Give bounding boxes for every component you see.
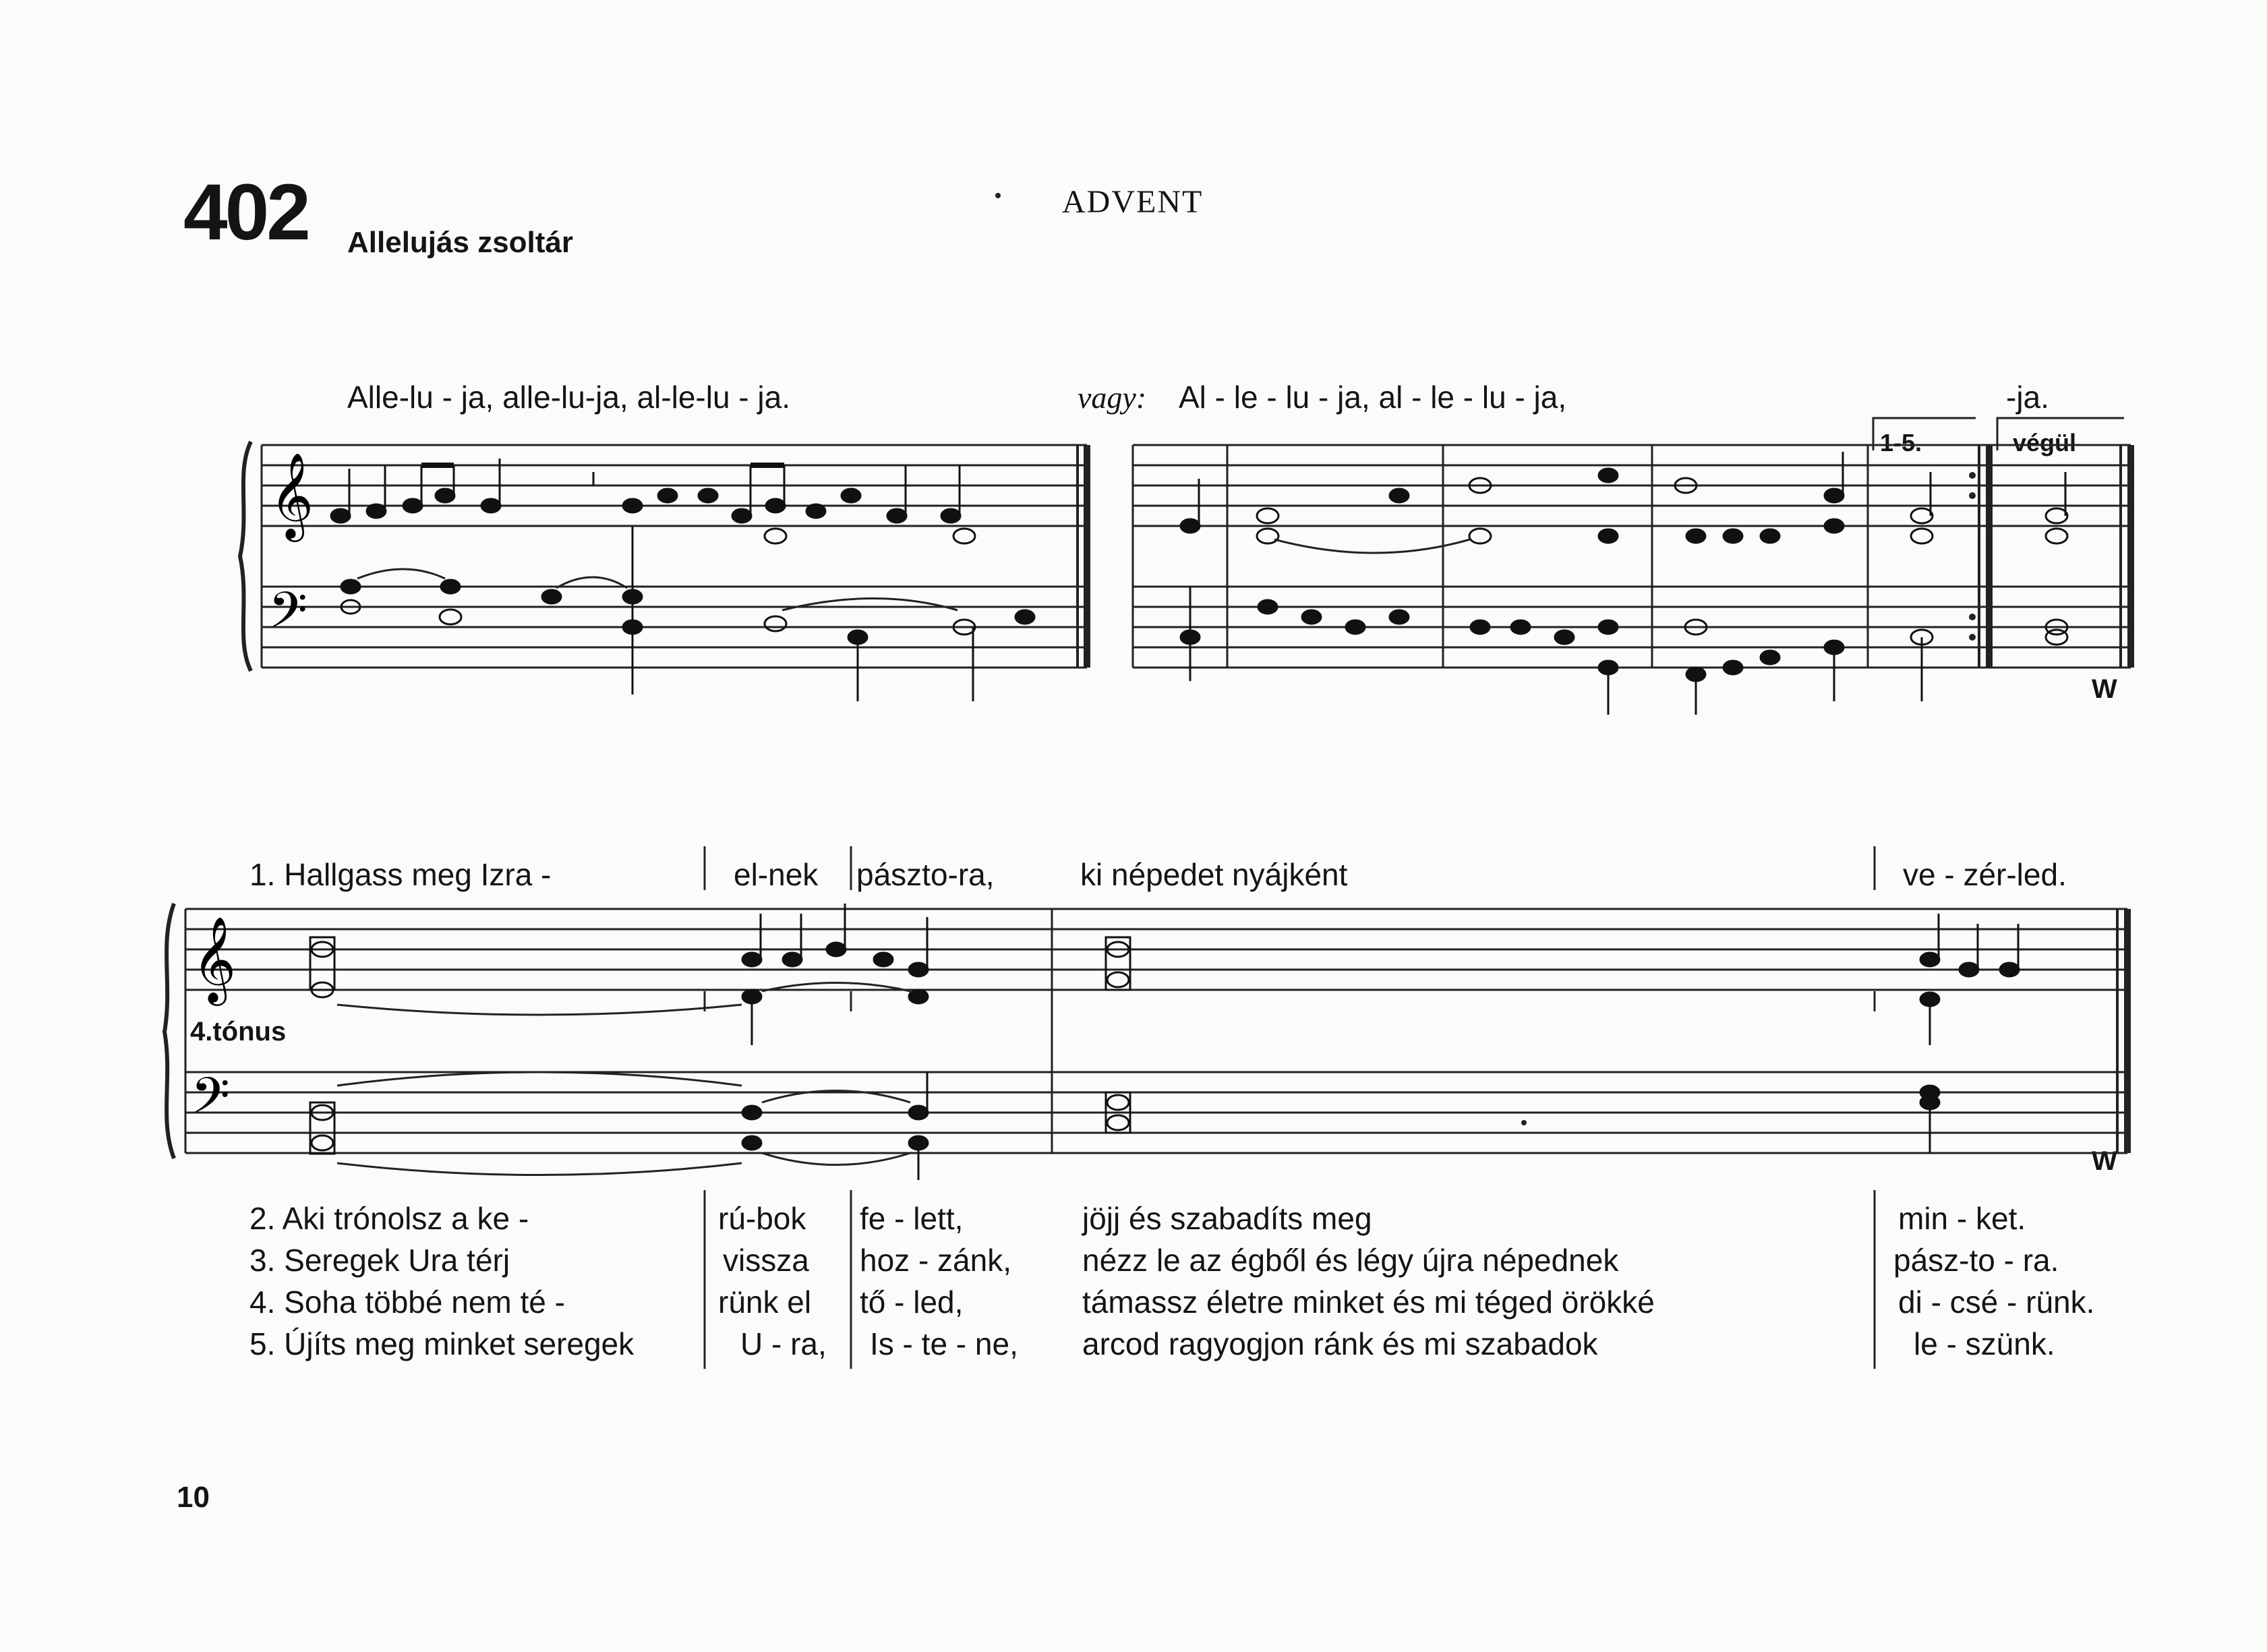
verse-2-col2: rú-bok — [718, 1201, 806, 1236]
verse-brace — [165, 904, 174, 1158]
bass-clef-icon: 𝄢 — [268, 581, 307, 652]
verse-3-col4: nézz le az égből és légy újra népednek — [1082, 1243, 1619, 1278]
verse-1-col3: pászto-ra, — [856, 857, 995, 892]
refrain-brace — [240, 442, 251, 671]
verse-5-col1: 5. Újíts meg minket seregek — [249, 1326, 635, 1361]
verse-4-col5: di - csé - rünk. — [1898, 1285, 2095, 1320]
verse-3-col5: pász-to - ra. — [1893, 1243, 2059, 1278]
refrain-vagy: vagy: — [1078, 380, 1147, 415]
verse-1-col2: el-nek — [734, 857, 819, 892]
hymn-number: 402 — [183, 168, 308, 257]
verse-5-col5: le - szünk. — [1914, 1326, 2055, 1361]
page-number: 10 — [177, 1481, 210, 1514]
verse-4-col4: támassz életre minket és mi téged örökké — [1082, 1285, 1655, 1320]
verse-1-col4: ki népedet nyájként — [1080, 857, 1348, 892]
verse-1-col5: ve - zér-led. — [1903, 857, 2067, 892]
tonus-label: 4.tónus — [190, 1017, 287, 1046]
verse-staff-lines — [185, 909, 2127, 1153]
verse-4-col1: 4. Soha többé nem té - — [249, 1285, 565, 1320]
verse-3-col3: hoz - zánk, — [860, 1243, 1011, 1278]
final-ending-label: végül — [2013, 429, 2077, 456]
verse-3-col1: 3. Seregek Ura térj — [249, 1243, 510, 1278]
refrain-lyrics-a: Alle-lu - ja, alle-lu-ja, al-le-lu - ja. — [347, 380, 790, 415]
verse-1-col1: 1. Hallgass meg Izra - — [249, 857, 552, 892]
verse-2-col3: fe - lett, — [860, 1201, 964, 1236]
treble-clef-icon: 𝄞 — [270, 452, 314, 538]
verse-4-col2: rünk el — [718, 1285, 812, 1320]
verse-column-dividers — [705, 846, 1875, 1369]
verse-treble-clef-icon: 𝄞 — [192, 916, 237, 1002]
refrain-notes-b — [1181, 452, 2067, 715]
refrain-notes-a — [331, 459, 960, 523]
refrain-last-syllable: -ja. — [2006, 380, 2049, 415]
section-title: ADVENT — [1062, 184, 1204, 220]
verse-2-col1: 2. Aki trónolsz a ke - — [249, 1201, 529, 1236]
verse-5-col3: Is - te - ne, — [870, 1326, 1018, 1361]
verse-5-col2: U - ra, — [740, 1326, 827, 1361]
verse-2-col4: jöjj és szabadíts meg — [1082, 1201, 1372, 1236]
refrain-lyrics-b: Al - le - lu - ja, al - le - lu - ja, — [1179, 380, 1567, 415]
verse-5-col4: arcod ragyogjon ránk és mi szabadok — [1082, 1326, 1598, 1361]
verse-3-col2: vissza — [723, 1243, 809, 1278]
verse-4-col3: tő - led, — [860, 1285, 964, 1320]
refrain-w-mark: W — [2092, 674, 2117, 704]
verse-bass-clef-icon: 𝄢 — [191, 1067, 230, 1138]
verse-notes — [310, 904, 2019, 1180]
hymn-title: Allelujás zsoltár — [347, 226, 574, 259]
verse-w-mark: W — [2092, 1146, 2117, 1176]
first-ending-label: 1-5. — [1880, 429, 1922, 456]
verse-2-col5: min - ket. — [1898, 1201, 2026, 1236]
